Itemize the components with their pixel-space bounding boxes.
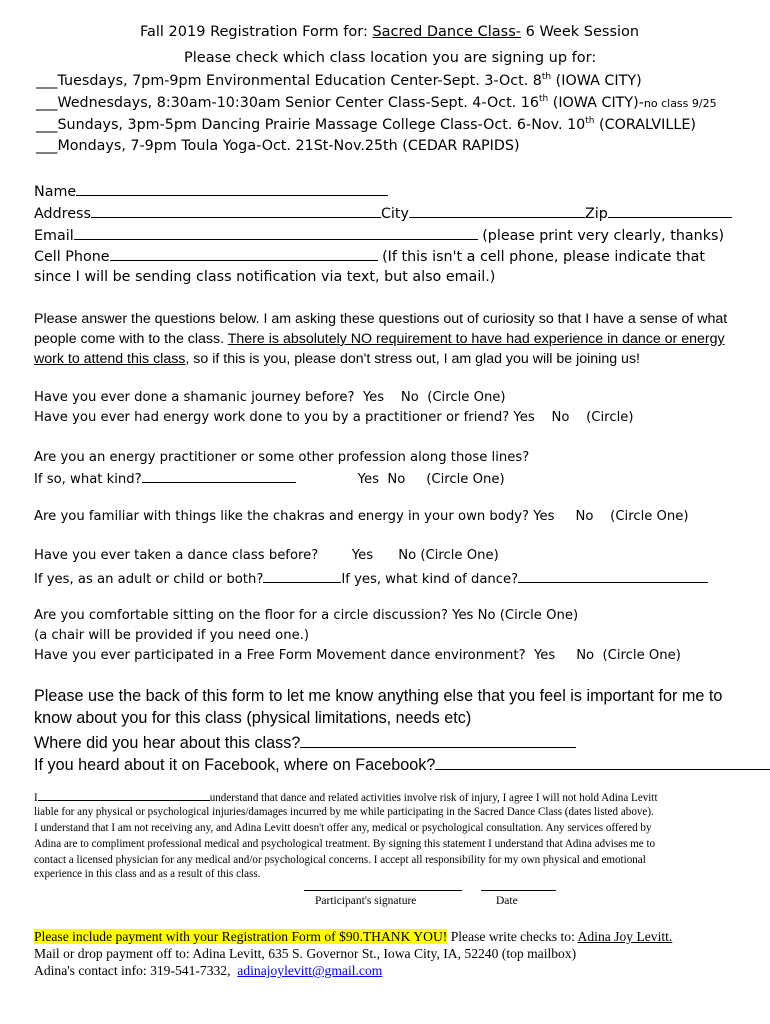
cell-note: (If this isn't a cell phone, please indicate that <box>382 249 706 265</box>
dance-kind-field[interactable] <box>518 569 708 583</box>
waiver-line-1: I understand that dance and related activities involve risk of injury, I agree I will not hold Adina Levitt <box>34 792 658 804</box>
location-option-tuesday[interactable]: ___Tuesdays, 7pm-9pm Environmental Education Center-Sept. 3-Oct. 8th (IOWA CITY) <box>36 72 642 89</box>
signature-line[interactable] <box>304 890 462 891</box>
waiver-line-4: Adina are to compliment professional medical and psychological treatment. By signing this statement I understand that Adina advises me to <box>34 838 656 850</box>
hear-about-field[interactable] <box>300 731 576 748</box>
question-floor-circle: Are you comfortable sitting on the floor for a circle discussion? Yes No (Circle One) <box>34 608 579 623</box>
date-label: Date <box>496 895 518 907</box>
city-field[interactable] <box>409 204 585 218</box>
address-field[interactable] <box>91 204 381 218</box>
zip-label: Zip <box>584 206 608 222</box>
waiver-line-2: liable for any physical or psychological injuries/damages incurred by me while participating in the Sacred Dance Class (dates listed above). <box>34 806 654 818</box>
name-row <box>34 182 388 200</box>
facebook-field[interactable] <box>435 753 770 770</box>
backside-line-2: know about you for this class (physical limitations, needs etc) <box>34 709 472 727</box>
payee-name: Adina Joy Levitt. <box>577 929 673 944</box>
location-option-sunday[interactable]: ___Sundays, 3pm-5pm Dancing Prairie Massage College Class-Oct. 6-Nov. 10th (CORALVILLE) <box>36 116 696 133</box>
address-row <box>34 204 732 222</box>
question-dance-class: Have you ever taken a dance class before? Yes No (Circle One) <box>34 548 499 563</box>
profession-field[interactable] <box>142 469 296 483</box>
name-label: Name <box>34 184 77 200</box>
waiver-line-5: contact a licensed physician for any medical and/or psychological concerns. I accept all responsibility for my own physical and emotional <box>34 854 646 866</box>
intro-line-3: work to attend this class, so if this is you, please don't stress out, I am glad you will be joining us! <box>34 351 640 367</box>
name-field[interactable] <box>76 182 388 196</box>
mail-line: Mail or drop payment off to: Adina Levitt, 635 S. Governor St., Iowa City, IA, 52240 (top mailbox) <box>34 946 577 961</box>
question-what-kind: If so, what kind? Yes No (Circle One) <box>34 469 505 487</box>
email-label: Email <box>34 228 74 244</box>
question-adult-child: If yes, as an adult or child or both? If yes, what kind of dance? <box>34 569 708 587</box>
waiver-name-field[interactable] <box>38 790 210 801</box>
question-energy-work: Have you ever had energy work done to you by a practitioner or friend? Yes No (Circle) <box>34 410 634 425</box>
payment-highlight: Please include payment with your Registration Form of $90.THANK YOU! <box>34 929 448 944</box>
intro-line-2: people come with to the class. There is absolutely NO requirement to have had experience in dance or energy <box>34 331 725 347</box>
signature-label: Participant's signature <box>315 895 417 907</box>
form-subtitle: Please check which class location you are signing up for: <box>184 50 597 66</box>
form-title: Fall 2019 Registration Form for: Sacred Dance Class- 6 Week Session <box>140 24 640 40</box>
question-chair-note: (a chair will be provided if you need one.) <box>34 628 310 643</box>
question-energy-practitioner: Are you an energy practitioner or some other profession along those lines? <box>34 450 530 465</box>
facebook-row: If you heard about it on Facebook, where on Facebook? <box>34 753 770 775</box>
cell-row <box>34 247 705 265</box>
cell-note-continued: since I will be sending class notification via text, but also email.) <box>34 269 496 285</box>
adult-child-field[interactable] <box>263 569 341 583</box>
email-note: (please print very clearly, thanks) <box>482 228 725 244</box>
payment-line: Please include payment with your Registration Form of $90.THANK YOU! Please write checks to: Adina Joy Levitt. <box>34 929 673 944</box>
hear-about-row: Where did you hear about this class? <box>34 731 576 753</box>
location-option-wednesday[interactable]: ___Wednesdays, 8:30am-10:30am Senior Center Class-Sept. 4-Oct. 16th (IOWA CITY)-no class 9/25 <box>36 94 717 111</box>
question-chakras: Are you familiar with things like the chakras and energy in your own body? Yes No (Circle One) <box>34 509 689 524</box>
address-label: Address <box>34 206 91 222</box>
waiver-line-6: experience in this class and as a result of this class. <box>34 868 261 880</box>
email-row <box>34 226 724 244</box>
email-link[interactable]: adinajoylevitt@gmail.com <box>237 963 383 978</box>
city-label: City <box>380 206 409 222</box>
waiver-line-3: I understand that I am not receiving any, and Adina Levitt doesn't offer any, medical or psychological consultation. Any services offered by <box>34 822 652 834</box>
cell-label: Cell Phone <box>34 249 110 265</box>
question-shamanic-journey: Have you ever done a shamanic journey before? Yes No (Circle One) <box>34 390 506 405</box>
intro-line-1: Please answer the questions below. I am asking these questions out of curiosity so that I have a sense of what <box>34 311 728 327</box>
zip-field[interactable] <box>608 204 732 218</box>
email-field[interactable] <box>74 226 478 240</box>
date-line[interactable] <box>481 890 556 891</box>
question-free-form: Have you ever participated in a Free Form Movement dance environment? Yes No (Circle One) <box>34 648 681 663</box>
location-option-monday[interactable]: ___Mondays, 7-9pm Toula Yoga-Oct. 21St-Nov.25th (CEDAR RAPIDS) <box>36 138 520 154</box>
backside-line-1: Please use the back of this form to let me know anything else that you feel is important for me to <box>34 687 723 705</box>
contact-line: Adina's contact info: 319-541-7332, adinajoylevitt@gmail.com <box>34 963 383 978</box>
cell-field[interactable] <box>110 247 378 261</box>
